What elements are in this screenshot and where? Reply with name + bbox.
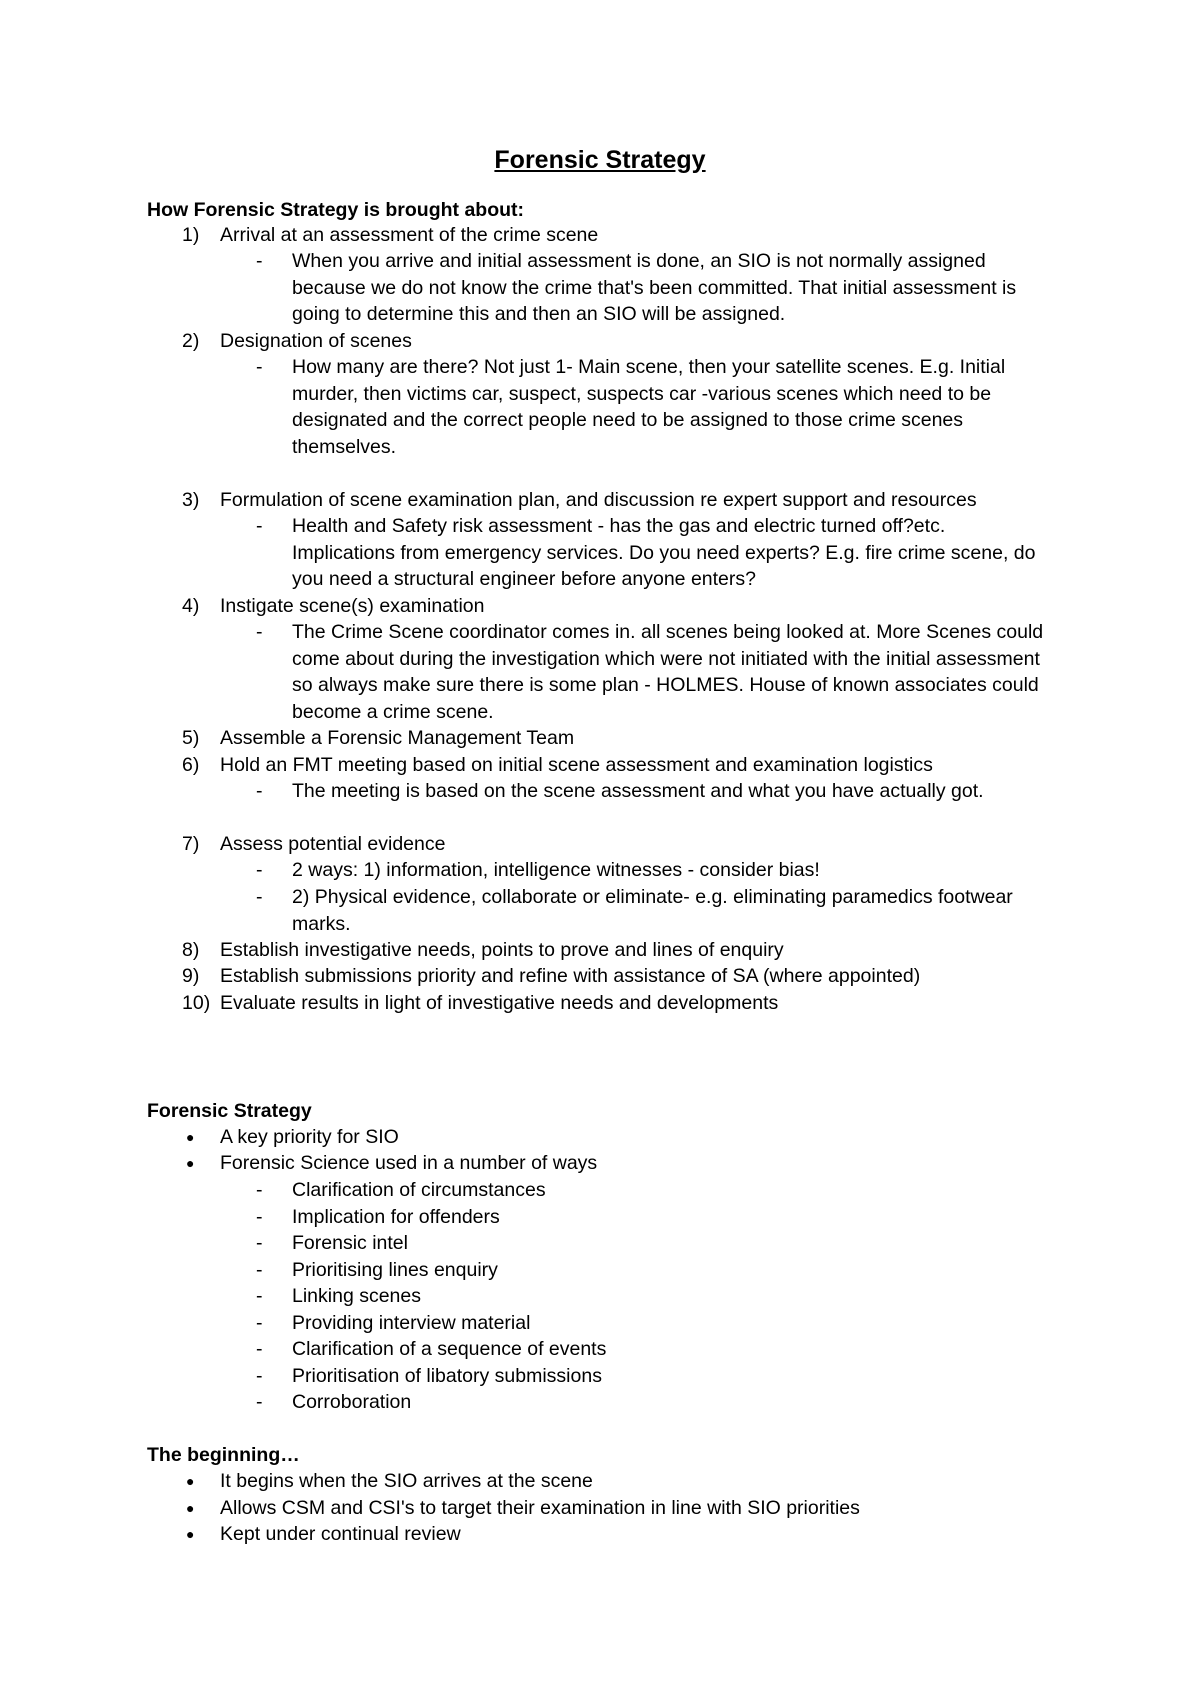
dash-marker: - bbox=[256, 1259, 263, 1281]
bullet-text: A key priority for SIO bbox=[220, 1126, 399, 1148]
dash-marker: - bbox=[256, 886, 263, 908]
sub-item-text: Corroboration bbox=[292, 1391, 412, 1413]
item-number: 6) bbox=[182, 754, 200, 776]
item-text: Assess potential evidence bbox=[220, 833, 446, 855]
dash-marker: - bbox=[256, 1338, 263, 1360]
bullet-marker: ● bbox=[186, 1500, 195, 1516]
sub-item-text: Implication for offenders bbox=[292, 1206, 500, 1228]
sub-item-text: Health and Safety risk assessment - has the gas and electric turned off?etc. Implications from emergency services. Do you need experts? E.g. fire crime scene, do you need a structural engineer before anyone enters? bbox=[292, 515, 1036, 590]
bullet-marker: ● bbox=[186, 1155, 195, 1171]
dash-marker: - bbox=[256, 1179, 263, 1201]
item-text: Designation of scenes bbox=[220, 330, 412, 352]
item-number: 4) bbox=[182, 595, 200, 617]
item-text: Assemble a Forensic Management Team bbox=[220, 727, 575, 749]
item-number: 9) bbox=[182, 965, 200, 987]
dash-marker: - bbox=[256, 1206, 263, 1228]
dash-marker: - bbox=[256, 1285, 263, 1307]
item-number: 8) bbox=[182, 939, 200, 961]
sub-item-text: Prioritisation of libatory submissions bbox=[292, 1365, 602, 1387]
item-number: 2) bbox=[182, 330, 200, 352]
sub-item-text: When you arrive and initial assessment is done, an SIO is not normally assigned because we do not know the crime that's been committed. That initial assessment is going to determine this and then an SIO will be assigned. bbox=[292, 250, 1017, 325]
item-text: Arrival at an assessment of the crime scene bbox=[220, 224, 599, 246]
bullet-text: It begins when the SIO arrives at the scene bbox=[220, 1470, 593, 1492]
item-number: 10) bbox=[182, 992, 211, 1014]
item-text: Hold an FMT meeting based on initial scene assessment and examination logistics bbox=[220, 754, 933, 776]
sub-item-text: Prioritising lines enquiry bbox=[292, 1259, 498, 1281]
dash-marker: - bbox=[256, 1365, 263, 1387]
dash-marker: - bbox=[256, 356, 263, 378]
item-number: 7) bbox=[182, 833, 200, 855]
dash-marker: - bbox=[256, 1232, 263, 1254]
sub-item-text: The meeting is based on the scene assessment and what you have actually got. bbox=[292, 780, 984, 802]
sub-item-text: 2) Physical evidence, collaborate or eliminate- e.g. eliminating paramedics footwear marks. bbox=[292, 886, 1013, 935]
sub-item-text: Forensic intel bbox=[292, 1232, 408, 1254]
item-number: 1) bbox=[182, 224, 200, 246]
dash-marker: - bbox=[256, 859, 263, 881]
bullet-text: Kept under continual review bbox=[220, 1523, 461, 1545]
bullet-marker: ● bbox=[186, 1526, 195, 1542]
dash-marker: - bbox=[256, 780, 263, 802]
item-text: Establish investigative needs, points to prove and lines of enquiry bbox=[220, 939, 784, 961]
sub-item-text: How many are there? Not just 1- Main scene, then your satellite scenes. E.g. Initial murder, then victims car, suspect, suspects car -various scenes which need to be designated and the correct people need to be assigned to those crime scenes themselves. bbox=[292, 356, 1006, 458]
bullet-marker: ● bbox=[186, 1129, 195, 1145]
item-text: Evaluate results in light of investigative needs and developments bbox=[220, 992, 779, 1014]
dash-marker: - bbox=[256, 250, 263, 272]
bullet-text: Forensic Science used in a number of ways bbox=[220, 1152, 598, 1174]
dash-marker: - bbox=[256, 1312, 263, 1334]
section-heading: Forensic Strategy bbox=[147, 1100, 312, 1122]
sub-item-text: Providing interview material bbox=[292, 1312, 531, 1334]
page-title: Forensic Strategy bbox=[494, 146, 706, 174]
item-number: 5) bbox=[182, 727, 200, 749]
sub-item-text: Clarification of circumstances bbox=[292, 1179, 546, 1201]
item-text: Formulation of scene examination plan, and discussion re expert support and resources bbox=[220, 489, 977, 511]
bullet-text: Allows CSM and CSI's to target their examination in line with SIO priorities bbox=[220, 1497, 860, 1519]
sub-item-text: 2 ways: 1) information, intelligence witnesses - consider bias! bbox=[292, 859, 820, 881]
sub-item-text: Clarification of a sequence of events bbox=[292, 1338, 607, 1360]
item-text: Instigate scene(s) examination bbox=[220, 595, 485, 617]
section-heading: The beginning… bbox=[147, 1444, 300, 1466]
item-number: 3) bbox=[182, 489, 200, 511]
sub-item-text: Linking scenes bbox=[292, 1285, 421, 1307]
item-text: Establish submissions priority and refine with assistance of SA (where appointed) bbox=[220, 965, 921, 987]
sub-item-text: The Crime Scene coordinator comes in. all scenes being looked at. More Scenes could come about during the investigation which were not initiated with the initial assessment so always make sure there is some plan - HOLMES. House of known associates could become a crime scene. bbox=[292, 621, 1044, 723]
section-heading: How Forensic Strategy is brought about: bbox=[147, 199, 525, 221]
dash-marker: - bbox=[256, 1391, 263, 1413]
bullet-marker: ● bbox=[186, 1473, 195, 1489]
dash-marker: - bbox=[256, 515, 263, 537]
dash-marker: - bbox=[256, 621, 263, 643]
